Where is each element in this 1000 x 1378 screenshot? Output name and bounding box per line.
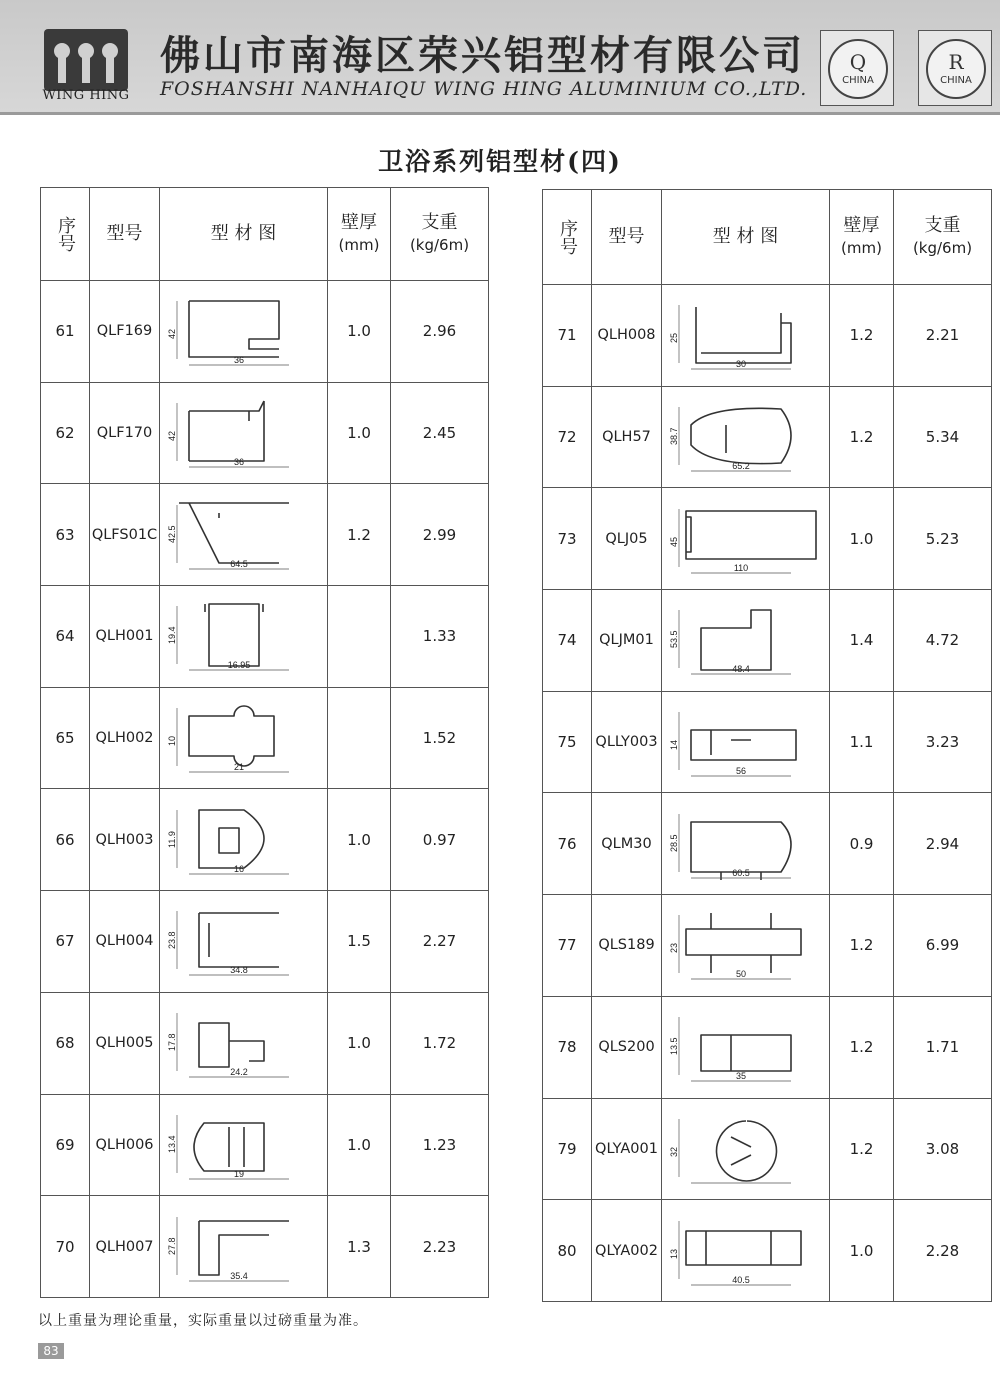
table-row — [41, 1196, 489, 1298]
row-seq: 67 — [41, 891, 90, 993]
row-seq: 63 — [41, 484, 90, 586]
table-row — [41, 382, 489, 484]
row-thickness: 1.0 — [328, 1094, 391, 1196]
row-profile-figure — [662, 691, 830, 793]
profile-drawing-icon — [166, 899, 319, 983]
row-profile-figure — [662, 285, 830, 387]
dim-height: 25 — [668, 333, 679, 344]
table-row — [41, 484, 489, 586]
row-seq: 64 — [41, 586, 90, 688]
quality-badge-r — [918, 30, 992, 106]
dim-height: 32 — [668, 1146, 679, 1157]
row-profile-figure — [160, 484, 328, 586]
dim-height: 42.5 — [166, 525, 177, 543]
dim-height: 53.5 — [668, 630, 679, 649]
col-seq: 序号 — [41, 188, 90, 281]
row-thickness — [328, 586, 391, 688]
row-model: QLF169 — [90, 281, 160, 383]
row-profile-figure — [160, 382, 328, 484]
row-thickness: 1.0 — [328, 789, 391, 891]
row-profile-figure — [160, 992, 328, 1094]
dim-height: 13 — [668, 1248, 679, 1259]
profile-drawing-icon — [668, 1005, 821, 1089]
dim-height: 13.5 — [668, 1037, 679, 1056]
row-weight: 2.45 — [391, 382, 489, 484]
profile-drawing-icon — [668, 1107, 821, 1191]
dim-height: 17.8 — [166, 1033, 177, 1052]
row-model: QLF170 — [90, 382, 160, 484]
row-seq: 80 — [543, 1200, 592, 1302]
row-profile-figure — [160, 1094, 328, 1196]
table-row — [41, 789, 489, 891]
row-model: QLH57 — [592, 386, 662, 488]
dim-width: 34.8 — [229, 965, 248, 976]
dim-width: 50 — [735, 969, 746, 980]
dim-height: 11.9 — [166, 830, 177, 848]
dim-width: 65.2 — [731, 461, 750, 472]
row-weight: 2.28 — [894, 1200, 992, 1302]
row-model: QLH005 — [90, 992, 160, 1094]
dim-height: 14 — [668, 740, 679, 751]
col-thickness: 壁厚 (mm) — [830, 190, 894, 285]
dim-height: 19.4 — [166, 626, 177, 645]
row-seq: 65 — [41, 687, 90, 789]
table-row — [543, 590, 992, 692]
row-thickness: 0.9 — [830, 793, 894, 895]
row-thickness: 1.2 — [830, 996, 894, 1098]
profile-drawing-icon — [166, 1103, 319, 1187]
row-model: QLFS01C — [90, 484, 160, 586]
row-seq: 79 — [543, 1098, 592, 1200]
dim-height: 23 — [668, 943, 679, 954]
row-weight: 2.96 — [391, 281, 489, 383]
dim-width: 110 — [733, 562, 748, 573]
profile-table-right — [542, 189, 992, 1302]
table-row — [41, 1094, 489, 1196]
row-profile-figure — [662, 488, 830, 590]
row-weight: 2.27 — [391, 891, 489, 993]
row-model: QLLY003 — [592, 691, 662, 793]
row-thickness: 1.0 — [328, 992, 391, 1094]
row-profile-figure — [160, 687, 328, 789]
row-model: QLH006 — [90, 1094, 160, 1196]
table-row — [543, 691, 992, 793]
company-name-en: FOSHANSHI NANHAIQU WING HING ALUMINIUM CO.,LTD. — [160, 78, 808, 100]
profile-drawing-icon — [166, 493, 319, 577]
col-weight: 支重 (kg/6m) — [894, 190, 992, 285]
dim-width: 30 — [735, 359, 746, 370]
profile-drawing-icon — [668, 598, 821, 682]
table-row — [543, 1200, 992, 1302]
row-profile-figure — [662, 1200, 830, 1302]
row-thickness: 1.2 — [830, 895, 894, 997]
row-model: QLYA002 — [592, 1200, 662, 1302]
col-model: 型号 — [592, 190, 662, 285]
row-weight: 5.34 — [894, 386, 992, 488]
row-thickness: 1.2 — [328, 484, 391, 586]
table-row — [41, 586, 489, 688]
row-weight: 2.99 — [391, 484, 489, 586]
row-profile-figure — [662, 386, 830, 488]
profile-drawing-icon — [166, 696, 319, 780]
row-seq: 74 — [543, 590, 592, 692]
col-figure: 型 材 图 — [662, 190, 830, 285]
row-thickness: 1.0 — [328, 382, 391, 484]
row-profile-figure — [662, 590, 830, 692]
profile-drawing-icon — [166, 798, 319, 882]
dim-width: 60.5 — [731, 867, 750, 878]
profile-drawing-icon — [166, 289, 319, 373]
table-header-row — [41, 188, 489, 281]
col-model: 型号 — [90, 188, 160, 281]
table-row — [543, 996, 992, 1098]
row-model: QLJ05 — [592, 488, 662, 590]
row-weight: 1.71 — [894, 996, 992, 1098]
dim-height: 38.7 — [668, 427, 679, 446]
row-seq: 73 — [543, 488, 592, 590]
table-row — [543, 895, 992, 997]
table-row — [543, 386, 992, 488]
profile-drawing-icon — [166, 594, 319, 678]
col-figure: 型 材 图 — [160, 188, 328, 281]
row-weight: 1.23 — [391, 1094, 489, 1196]
dim-width: 35.4 — [229, 1270, 248, 1281]
row-profile-figure — [160, 789, 328, 891]
row-model: QLH004 — [90, 891, 160, 993]
row-weight: 2.23 — [391, 1196, 489, 1298]
row-model: QLJM01 — [592, 590, 662, 692]
profile-drawing-icon — [166, 1001, 319, 1085]
table-row — [543, 793, 992, 895]
dim-width: 56 — [735, 766, 746, 777]
dim-width: 35 — [735, 1071, 746, 1082]
dim-width: 24.2 — [229, 1067, 248, 1078]
col-weight: 支重 (kg/6m) — [391, 188, 489, 281]
row-weight: 3.08 — [894, 1098, 992, 1200]
dim-width: 21 — [233, 762, 244, 773]
row-model: QLH003 — [90, 789, 160, 891]
row-seq: 68 — [41, 992, 90, 1094]
row-profile-figure — [160, 586, 328, 688]
row-thickness: 1.3 — [328, 1196, 391, 1298]
table-row — [41, 891, 489, 993]
col-thickness: 壁厚 (mm) — [328, 188, 391, 281]
row-seq: 78 — [543, 996, 592, 1098]
badge-q-icon: Q CHINA — [828, 39, 888, 99]
table-row — [543, 285, 992, 387]
table-row — [41, 687, 489, 789]
dim-height: 42 — [166, 431, 177, 442]
col-seq: 序号 — [543, 190, 592, 285]
row-seq: 76 — [543, 793, 592, 895]
row-seq: 71 — [543, 285, 592, 387]
row-weight: 2.21 — [894, 285, 992, 387]
row-thickness: 1.0 — [830, 1200, 894, 1302]
row-weight: 1.52 — [391, 687, 489, 789]
row-weight: 1.33 — [391, 586, 489, 688]
row-profile-figure — [160, 281, 328, 383]
dim-height: 28.5 — [668, 834, 679, 852]
dim-width: 36 — [233, 355, 244, 366]
dim-width: 19 — [233, 1168, 244, 1179]
row-weight: 3.23 — [894, 691, 992, 793]
profile-table-left — [40, 187, 489, 1298]
profile-drawing-icon — [668, 395, 821, 479]
row-profile-figure — [662, 996, 830, 1098]
row-model: QLH002 — [90, 687, 160, 789]
quality-badge-q — [820, 30, 894, 106]
table-row — [543, 488, 992, 590]
row-seq: 72 — [543, 386, 592, 488]
table-row — [41, 281, 489, 383]
page-title: 卫浴系列铝型材(四) — [378, 147, 622, 176]
row-profile-figure — [160, 891, 328, 993]
dim-height: 45 — [668, 536, 679, 547]
row-model: QLM30 — [592, 793, 662, 895]
profile-drawing-icon — [668, 497, 821, 581]
dim-width: 16.95 — [227, 660, 250, 671]
row-seq: 75 — [543, 691, 592, 793]
row-model: QLS200 — [592, 996, 662, 1098]
dim-height: 23.8 — [166, 931, 177, 950]
row-thickness: 1.1 — [830, 691, 894, 793]
profile-drawing-icon — [668, 700, 821, 784]
row-thickness: 1.2 — [830, 1098, 894, 1200]
row-profile-figure — [160, 1196, 328, 1298]
profile-drawing-icon — [668, 802, 821, 886]
row-weight: 6.99 — [894, 895, 992, 997]
table-header-row — [543, 190, 992, 285]
row-thickness: 1.5 — [328, 891, 391, 993]
row-model: QLH001 — [90, 586, 160, 688]
page-header — [0, 0, 1000, 115]
dim-width: 40.5 — [731, 1274, 750, 1285]
dim-width: 36 — [233, 457, 244, 468]
dim-height: 10 — [166, 736, 177, 747]
table-row — [41, 992, 489, 1094]
dim-height: 27.8 — [166, 1237, 177, 1255]
dim-height: 42 — [166, 329, 177, 340]
row-profile-figure — [662, 1098, 830, 1200]
row-thickness: 1.0 — [830, 488, 894, 590]
row-model: QLS189 — [592, 895, 662, 997]
row-profile-figure — [662, 895, 830, 997]
weight-note: 以上重量为理论重量，实际重量以过磅重量为准。 — [38, 1313, 368, 1329]
row-model: QLH007 — [90, 1196, 160, 1298]
row-profile-figure — [662, 793, 830, 895]
row-model: QLH008 — [592, 285, 662, 387]
table-row — [543, 1098, 992, 1200]
dim-width: 16 — [233, 863, 244, 874]
row-seq: 62 — [41, 382, 90, 484]
row-weight: 2.94 — [894, 793, 992, 895]
row-seq: 77 — [543, 895, 592, 997]
dim-width: 48.4 — [731, 664, 750, 675]
row-weight: 1.72 — [391, 992, 489, 1094]
profile-drawing-icon — [668, 1209, 821, 1293]
row-thickness — [328, 687, 391, 789]
profile-drawing-icon — [166, 1205, 319, 1289]
row-weight: 0.97 — [391, 789, 489, 891]
row-thickness: 1.4 — [830, 590, 894, 692]
page-number: 83 — [38, 1343, 64, 1359]
profile-drawing-icon — [668, 293, 821, 377]
profile-drawing-icon — [166, 391, 319, 475]
profile-drawing-icon — [668, 903, 821, 987]
dim-width: 64.5 — [229, 558, 248, 569]
row-weight: 5.23 — [894, 488, 992, 590]
row-seq: 66 — [41, 789, 90, 891]
company-name-cn: 佛山市南海区荣兴铝型材有限公司 — [160, 32, 805, 79]
row-thickness: 1.2 — [830, 285, 894, 387]
row-seq: 70 — [41, 1196, 90, 1298]
dim-height: 13.4 — [166, 1135, 177, 1153]
row-thickness: 1.0 — [328, 281, 391, 383]
row-model: QLYA001 — [592, 1098, 662, 1200]
badge-r-icon: R CHINA — [926, 39, 986, 99]
row-weight: 4.72 — [894, 590, 992, 692]
logo-text: WING HING — [42, 88, 130, 103]
row-seq: 69 — [41, 1094, 90, 1196]
row-thickness: 1.2 — [830, 386, 894, 488]
row-seq: 61 — [41, 281, 90, 383]
